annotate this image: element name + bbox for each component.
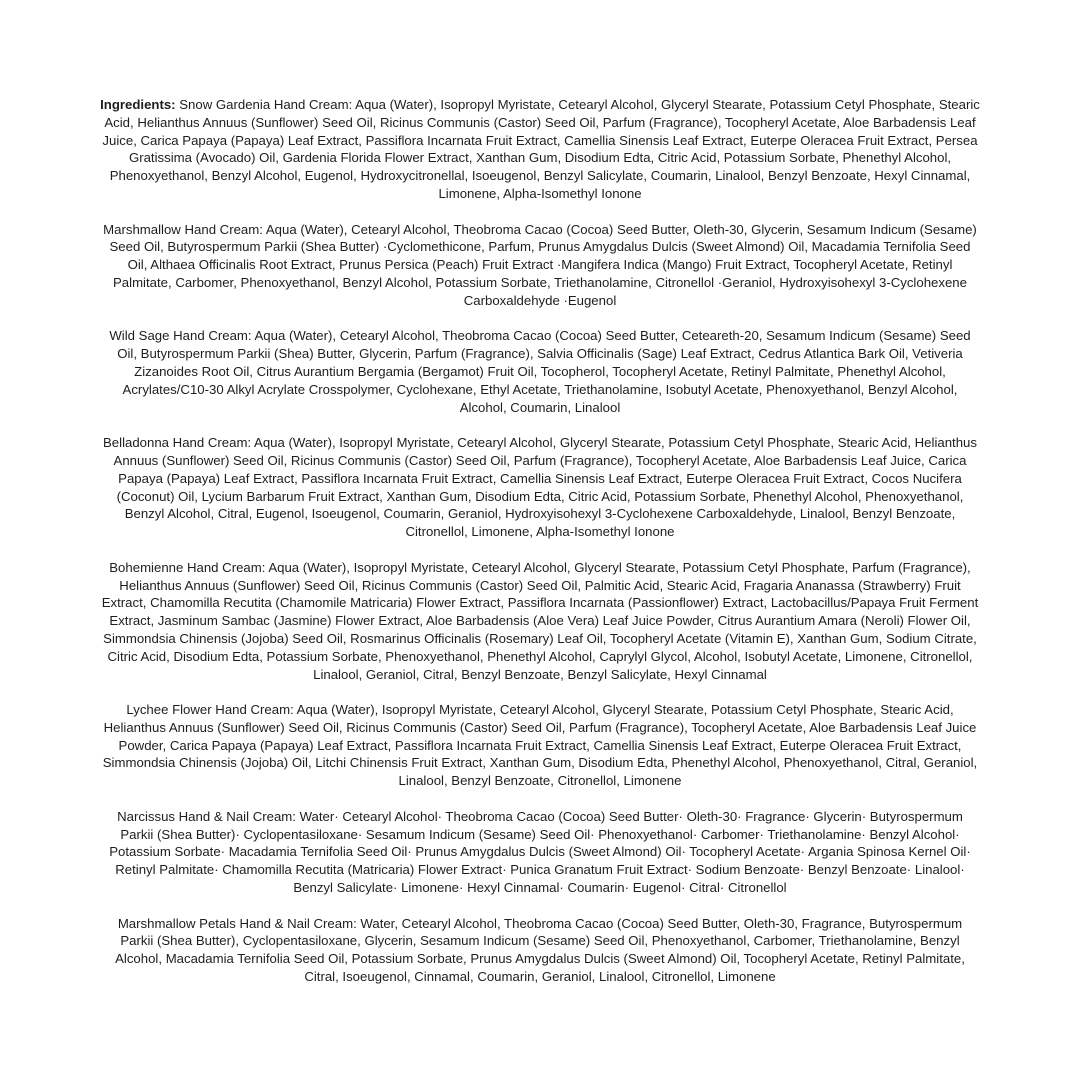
paragraph-text: Snow Gardenia Hand Cream: Aqua (Water), Isopropyl Myristate, Cetearyl Alcohol, Glyceryl Stearate, Potassium Cetyl Phosphate, Stearic Acid, Helianthus Annuus (Sunflower) Seed Oil, Ricinus Communis (Castor) Seed Oil, Parfum (Fragrance), Tocopheryl Acetate, Aloe Barbadensis Leaf Juice, Carica Papaya (Papaya) Leaf Extract, Passiflora Incarnata Fruit Extract, Camellia Sinensis Leaf Extract, Euterpe Oleracea Fruit Extract, Persea Gratissima (Avocado) Oil, Gardenia Florida Flower Extract, Xanthan Gum, Disodium Edta, Citric Acid, Potassium Sorbate, Phenethyl Alcohol, Phenoxyethanol, Benzyl Alcohol, Eugenol, Hydroxycitronellal, Isoeugenol, Benzyl Salicylate, Coumarin, Linalool, Benzyl Benzoate, Hexyl Cinnamal, Limonene, Alpha-Isomethyl Ionone — [102, 97, 980, 201]
ingredients-paragraph-wild-sage: Wild Sage Hand Cream: Aqua (Water), Cetearyl Alcohol, Theobroma Cacao (Cocoa) Seed Butter, Ceteareth-20, Sesamum Indicum (Sesame) Seed Oil, Butyrospermum Parkii (Shea) Butter, Glycerin, Parfum (Fragrance), Salvia Officinalis (Sage) Leaf Extract, Cedrus Atlantica Bark Oil, Vetiveria Zizanoides Root Oil, Citrus Aurantium Bergamia (Bergamot) Fruit Oil, Tocopherol, Tocopheryl Acetate, Retinyl Palmitate, Phenethyl Alcohol, Acrylates/C10-30 Alkyl Acrylate Crosspolymer, Cyclohexane, Ethyl Acetate, Triethanolamine, Isobutyl Acetate, Phenoxyethanol, Benzyl Alcohol, Alcohol, Coumarin, Linalool — [109, 328, 971, 415]
ingredients-paragraph-marshmallow-petals: Marshmallow Petals Hand & Nail Cream: Water, Cetearyl Alcohol, Theobroma Cacao (Cocoa) Seed Butter, Oleth-30, Fragrance, Butyrospermum Parkii (Shea Butter), Cyclopentasiloxane, Glycerin, Sesamum Indicum (Sesame) Seed Oil, Phenoxyethanol, Carbomer, Triethanolamine, Benzyl Alcohol, Macadamia Ternifolia Seed Oil, Potassium Sorbate, Prunus Amygdalus Dulcis (Sweet Almond) Oil, Tocopheryl Acetate, Retinyl Palmitate, Citral, Isoeugenol, Cinnamal, Coumarin, Geraniol, Linalool, Citronellol, Limonene — [115, 915, 965, 985]
ingredients-paragraph-belladonna: Belladonna Hand Cream: Aqua (Water), Isopropyl Myristate, Cetearyl Alcohol, Glyceryl Stearate, Potassium Cetyl Phosphate, Stearic Acid, Helianthus Annuus (Sunflower) Seed Oil, Ricinus Communis (Castor) Seed Oil, Parfum (Fragrance), Tocopheryl Acetate, Aloe Barbadensis Leaf Juice, Carica Papaya (Papaya) Leaf Extract, Passiflora Incarnata Fruit Extract, Camellia Sinensis Leaf Extract, Euterpe Oleracea Fruit Extract, Cocos Nucifera (Coconut) Oil, Lycium Barbarum Fruit Extract, Xanthan Gum, Disodium Edta, Citric Acid, Potassium Sorbate, Phenethyl Alcohol, Phenoxyethanol, Benzyl Alcohol, Citral, Eugenol, Isoeugenol, Coumarin, Geraniol, Hydroxyisohexyl 3-Cyclohexene Carboxaldehyde, Linalool, Benzyl Benzoate, Citronellol, Limonene, Alpha-Isomethyl Ionone — [103, 435, 977, 540]
ingredients-paragraph-narcissus: Narcissus Hand & Nail Cream: Water· Cetearyl Alcohol· Theobroma Cacao (Cocoa) Seed Butter· Oleth-30· Fragrance· Glycerin· Butyrospermum Parkii (Shea Butter)· Cyclopentasiloxane· Sesamum Indicum (Sesame) Seed Oil· Phenoxyethanol· Carbomer· Triethanolamine· Benzyl Alcohol· Potassium Sorbate· Macadamia Ternifolia Seed Oil· Prunus Amygdalus Dulcis (Sweet Almond) Oil· Tocopheryl Acetate· Argania Spinosa Kernel Oil· Retinyl Palmitate· Chamomilla Recutita (Matricaria) Flower Extract· Punica Granatum Fruit Extract· Sodium Benzoate· Benzyl Benzoate· Linalool· Benzyl Salicylate· Limonene· Hexyl Cinnamal· Coumarin· Eugenol· Citral· Citronellol — [109, 808, 971, 896]
ingredients-paragraph-bohemienne: Bohemienne Hand Cream: Aqua (Water), Isopropyl Myristate, Cetearyl Alcohol, Glyceryl Stearate, Potassium Cetyl Phosphate, Parfum (Fragrance), Helianthus Annuus (Sunflower) Seed Oil, Ricinus Communis (Castor) Seed Oil, Palmitic Acid, Stearic Acid, Fragaria Ananassa (Strawberry) Fruit Extract, Chamomilla Recutita (Chamomile Matricaria) Flower Extract, Passiflora Incarnata (Passionflower) Extract, Lactobacillus/Papaya Fruit Ferment Extract, Jasminum Sambac (Jasmine) Flower Extract, Aloe Barbadensis (Aloe Vera) Leaf Juice Powder, Citrus Aurantium Amara (Neroli) Flower Oil, Simmondsia Chinensis (Jojoba) Seed Oil, Rosmarinus Officinalis (Rosemary) Leaf Oil, Tocopheryl Acetate (Vitamin E), Xanthan Gum, Sodium Citrate, Citric Acid, Disodium Edta, Potassium Sorbate, Phenoxyethanol, Phenethyl Alcohol, Caprylyl Glycol, Alcohol, Isobutyl Acetate, Limonene, Citronellol, Linalool, Geraniol, Citral, Benzyl Benzoate, Benzyl Salicylate, Hexyl Cinnamal — [101, 559, 979, 682]
ingredients-paragraph-marshmallow: Marshmallow Hand Cream: Aqua (Water), Cetearyl Alcohol, Theobroma Cacao (Cocoa) Seed Butter, Oleth-30, Glycerin, Sesamum Indicum (Sesame) Seed Oil, Butyrospermum Parkii (Shea Butter) ·Cyclomethicone, Parfum, Prunus Amygdalus Dulcis (Sweet Almond) Oil, Macadamia Ternifolia Seed Oil, Althaea Officinalis Root Extract, Prunus Persica (Peach) Fruit Extract ·Mangifera Indica (Mango) Fruit Extract, Tocopheryl Acetate, Retinyl Palmitate, Carbomer, Phenoxyethanol, Benzyl Alcohol, Potassium Sorbate, Triethanolamine, Citronellol ·Geraniol, Hydroxyisohexyl 3-Cyclohexene Carboxaldehyde ·Eugenol — [103, 221, 977, 308]
ingredients-document — [100, 96, 980, 1004]
ingredients-paragraph-snow-gardenia — [100, 96, 980, 203]
ingredients-label: Ingredients: — [100, 97, 176, 112]
ingredients-paragraph-lychee-flower: Lychee Flower Hand Cream: Aqua (Water), Isopropyl Myristate, Cetearyl Alcohol, Glyceryl Stearate, Potassium Cetyl Phosphate, Stearic Acid, Helianthus Annuus (Sunflower) Seed Oil, Ricinus Communis (Castor) Seed Oil, Parfum (Fragrance), Tocopheryl Acetate, Aloe Barbadensis Leaf Juice Powder, Carica Papaya (Papaya) Leaf Extract, Passiflora Incarnata Fruit Extract, Camellia Sinensis Leaf Extract, Euterpe Oleracea Fruit Extract, Simmondsia Chinensis (Jojoba) Oil, Litchi Chinensis Fruit Extract, Xanthan Gum, Disodium Edta, Phenethyl Alcohol, Phenoxyethanol, Citral, Geraniol, Linalool, Benzyl Benzoate, Citronellol, Limonene — [102, 702, 978, 789]
